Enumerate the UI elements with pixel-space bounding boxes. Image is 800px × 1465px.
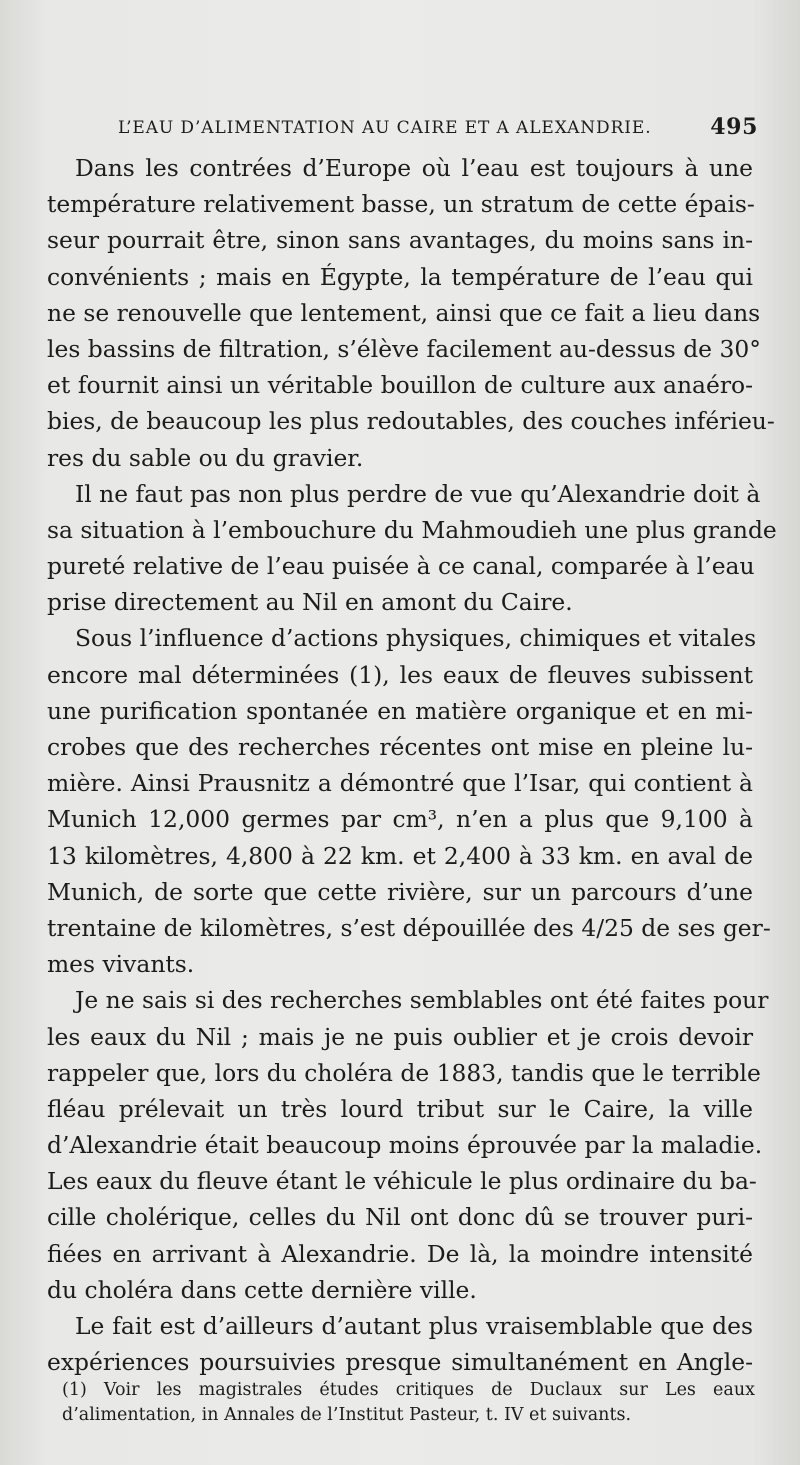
text-line: d’Alexandrie était beaucoup moins éprouvée par la maladie.: [47, 1131, 763, 1160]
text-line: Dans les contrées d’Europe où l’eau est toujours à une: [75, 154, 753, 182]
text-line: fiées en arrivant à Alexandrie. De là, la moindre intensité: [47, 1239, 753, 1268]
paragraph: [47, 620, 771, 982]
text-line: expériences poursuivies presque simultanément en Angle-: [47, 1348, 753, 1377]
text-line: prise directement au Nil en amont du Caire.: [47, 588, 573, 617]
text-line: Munich 12,000 germes par cm³, n’en a plus que 9,100 à: [47, 805, 753, 834]
text-line: seur pourrait être, sinon sans avantages, du moins sans in-: [47, 226, 753, 255]
paragraph: [47, 982, 769, 1308]
running-title: L’EAU D’ALIMENTATION AU CAIRE ET A ALEXANDRIE.: [118, 118, 652, 138]
footnotes: [62, 1378, 755, 1428]
running-head: [118, 114, 758, 146]
text-line: Je ne sais si des recherches semblables ont été faites pour: [75, 986, 769, 1015]
page-number: 495: [710, 114, 758, 140]
text-line: sa situation à l’embouchure du Mahmoudieh une plus grande: [47, 515, 777, 544]
text-line: les bassins de filtration, s’élève facilement au-dessus de 30°: [47, 334, 761, 363]
text-line: Il ne faut pas non plus perdre de vue qu’Alexandrie doit à: [75, 479, 761, 508]
text-line: fléau prélevait un très lourd tribut sur le Caire, la ville: [47, 1094, 753, 1123]
text-line: ne se renouvelle que lentement, ainsi que ce fait a lieu dans: [47, 298, 761, 327]
text-line: 13 kilomètres, 4,800 à 22 km. et 2,400 à 33 km. en aval de: [47, 841, 753, 870]
text-line: et fournit ainsi un véritable bouillon de culture aux anaéro-: [47, 371, 753, 400]
body-text: [47, 150, 777, 1380]
text-line: mière. Ainsi Prausnitz a démontré que l’Isar, qui contient à: [47, 769, 753, 798]
text-line: pureté relative de l’eau puisée à ce canal, comparée à l’eau: [47, 552, 755, 581]
text-line: encore mal déterminées (1), les eaux de fleuves subissent: [47, 660, 753, 689]
footnote-line: (1) Voir les magistrales études critiques de Duclaux sur Les eaux: [62, 1380, 755, 1400]
text-line: Sous l’influence d’actions physiques, chimiques et vitales: [75, 624, 757, 653]
paragraph: [47, 476, 777, 621]
text-line: rappeler que, lors du choléra de 1883, tandis que le terrible: [47, 1058, 761, 1087]
footnote-line: d’alimentation, in Annales de l’Institut Pasteur, t. IV et suivants.: [62, 1405, 632, 1425]
text-line: Les eaux du fleuve étant le véhicule le plus ordinaire du ba-: [47, 1167, 757, 1196]
text-line: trentaine de kilomètres, s’est dépouillée des 4/25 de ses ger-: [47, 913, 771, 942]
text-line: cille cholérique, celles du Nil ont donc dû se trouver puri-: [47, 1203, 753, 1232]
text-line: Munich, de sorte que cette rivière, sur un parcours d’une: [47, 877, 753, 906]
text-line: température relativement basse, un stratum de cette épais-: [47, 190, 755, 219]
text-line: du choléra dans cette dernière ville.: [47, 1275, 477, 1304]
text-line: une purification spontanée en matière organique et en mi-: [47, 696, 753, 725]
text-line: crobes que des recherches récentes ont mise en pleine lu-: [47, 733, 753, 761]
text-line: res du sable ou du gravier.: [47, 443, 364, 472]
text-line: mes vivants.: [47, 950, 195, 979]
paragraph: [47, 150, 775, 476]
text-line: bies, de beaucoup les plus redoutables, des couches inférieu-: [47, 407, 775, 436]
paragraph: [47, 1308, 753, 1380]
text-line: Le fait est d’ailleurs d’autant plus vraisemblable que des: [75, 1312, 753, 1340]
text-line: convénients ; mais en Égypte, la température de l’eau qui: [47, 262, 753, 291]
text-line: les eaux du Nil ; mais je ne puis oublier et je crois devoir: [47, 1022, 753, 1051]
